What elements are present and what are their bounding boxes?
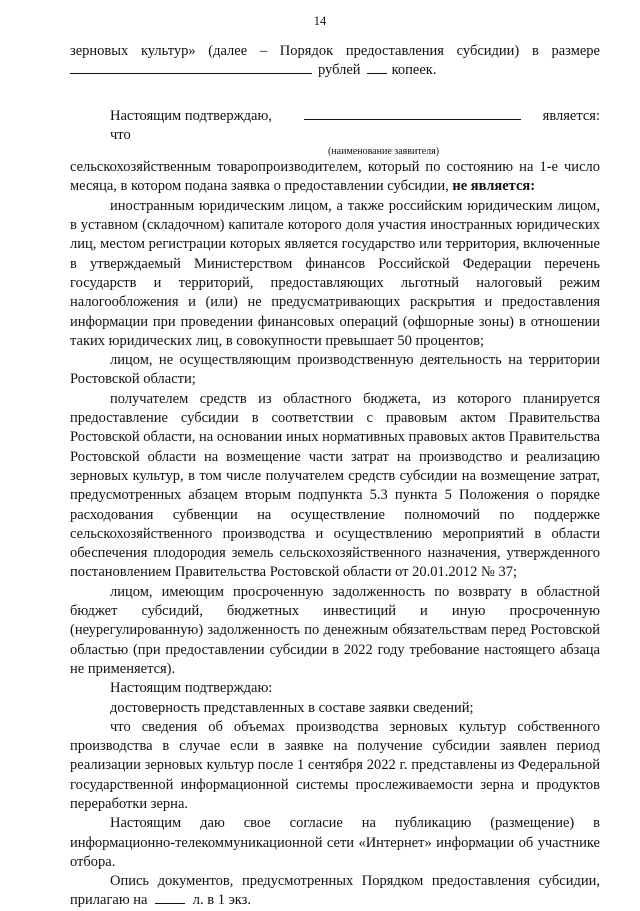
amount-blank[interactable] (70, 61, 312, 74)
confirm-continuation-text: сельскохозяйственным товаропроизводителем, который по состоянию на 1-е число месяца, в котором подана заявка о предоставлении субсидии, (70, 159, 600, 195)
confirm2-reliability: достоверность представленных в составе заявки сведений; (110, 699, 474, 716)
inventory-tail: л. в 1 экз. (192, 892, 251, 909)
inventory-text: Опись документов, предусмотренных Порядком предоставления субсидии, прилагаю на (70, 873, 600, 909)
amount-line (70, 61, 600, 80)
confirm-continuation (70, 158, 600, 197)
item-foreign: иностранным юридическим лицом, а также российским юридическим лицом, в уставном (складочном) капитале которого доля участия иностранных юридических лиц, местом регистрации которых является государство или территория, включенные в утверждаемый Министерством финансов Российской Федерации перечень государств и территорий, предоставляющих льготный налоговый режим налогообложения и (или) не предусматривающих раскрытия и предоставления информации при проведении финансовых операций (офшорные зоны) в отношении таких юридических лиц, в совокупности превышает 50 процентов; (70, 197, 600, 349)
confirm-prefix: Настоящим подтверждаю, что (110, 107, 272, 143)
intro-line: зерновых культур» (далее – Порядок предоставления субсидии) в размере (70, 43, 600, 59)
applicant-name-blank[interactable] (304, 107, 521, 120)
item-no-activity: лицом, не осуществляющим производственную деятельность на территории Ростовской области; (70, 352, 600, 388)
inventory-pages-blank[interactable] (155, 891, 185, 904)
confirm2-volumes: что сведения об объемах производства зерновых культур собственного производства в случае если в заявке на получение субсидии заявлен период реализации зерновых культур после 1 сентября 2022 г. представлены из Федеральной государственной информационной системы прослеживаемости зерна и продуктов переработки зерна. (70, 718, 600, 812)
item-recipient: получателем средств из областного бюджета, из которого планируется предоставление субсидии в соответствии с правовым актом Правительства Ростовской области, на основании иных нормативных правовых актов Правительства Ростовской области на возмещение части затрат на производство и реализацию зерновых культур, в том числе получателем средств субсидии на возмещение затрат, предусмотренных абзацем вторым подпункта 5.3 пункта 5 Положения о порядке расходования субвенции на осуществление полномочий по поддержке сельскохозяйственного производства и осуществлению мероприятий в области обеспечения плодородия земель сельскохозяйственного назначения, утвержденного постановлением Правительства Ростовской области от 20.01.2012 № 37; (70, 390, 600, 581)
page-number: 14 (313, 14, 327, 28)
applicant-line (70, 107, 600, 146)
not-is-label: не является: (452, 178, 536, 195)
consent-paragraph: Настоящим даю свое согласие на публикацию (размещение) в информационно-телекоммуникационной сети «Интернет» информации об участнике отбора. (70, 815, 600, 870)
confirm2-heading: Настоящим подтверждаю: (110, 680, 273, 697)
applicant-name-caption: (наименование заявителя) (328, 146, 440, 158)
kopecks-label: копеек. (391, 62, 437, 79)
kopecks-blank[interactable] (367, 61, 387, 74)
document-body (70, 42, 600, 911)
item-debt: лицом, имеющим просроченную задолженность по возврату в областной бюджет субсидий, бюджетных инвестиций и иную просроченную (неурегулированную) задолженность по денежным обязательствам перед Ростовской областью (при предоставлении субсидии в 2022 году требование настоящего абзаца не применяется). (70, 583, 600, 677)
confirm-suffix: является: (542, 107, 600, 124)
rubles-label: рублей (318, 62, 361, 79)
